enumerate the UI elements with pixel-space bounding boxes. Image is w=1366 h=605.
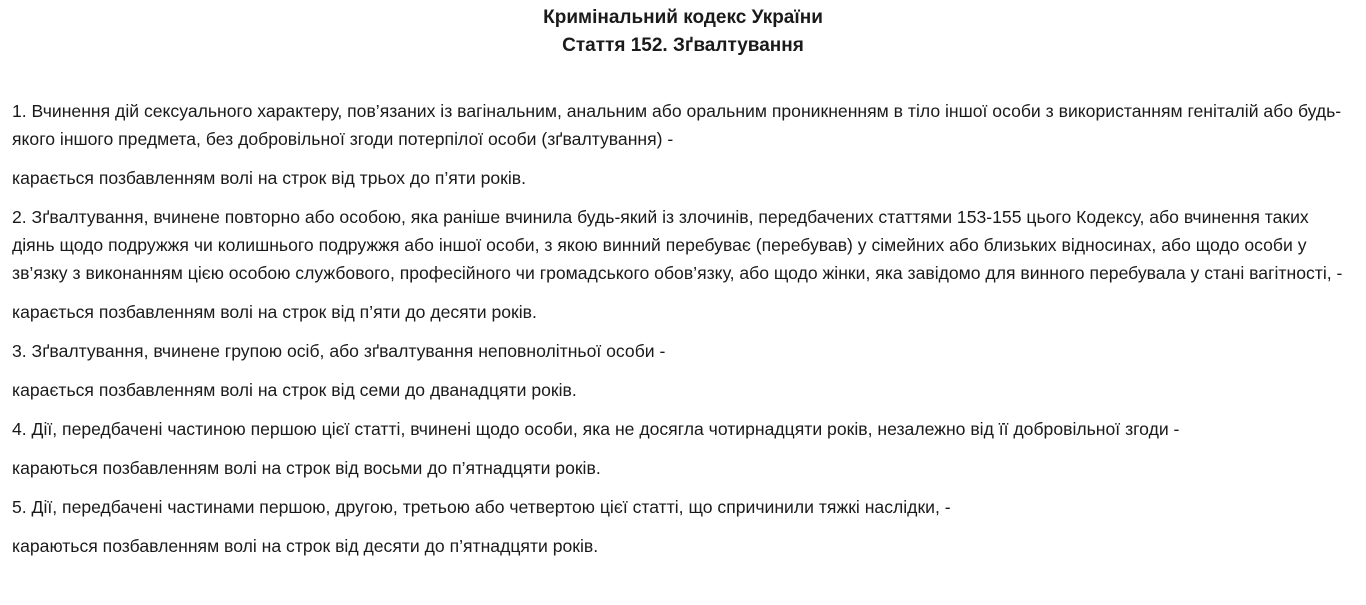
paragraph-3-penalty: карається позбавленням волі на строк від семи до дванадцяти років. — [12, 380, 577, 400]
paragraph-5-offense: 5. Дії, передбачені частинами першою, другою, третьою або четвертою цієї статті, що спричинили тяжкі наслідки, - — [12, 497, 951, 517]
paragraph-4-penalty: караються позбавленням волі на строк від восьми до п’ятнадцяти років. — [12, 458, 601, 478]
article-title: Стаття 152. Зґвалтування — [562, 35, 804, 56]
paragraph-3-offense: 3. Зґвалтування, вчинене групою осіб, або зґвалтування неповнолітньої особи - — [12, 341, 666, 361]
paragraph-2-offense: 2. Зґвалтування, вчинене повторно або особою, яка раніше вчинила будь-який із злочинів, передбачених статтями 153-155 цього Кодексу, або вчинення таких діянь щодо подружжя чи колишнього подружжя або іншої особи, з якою винний перебуває (перебував) у сімейних або близьких відносинах, або щодо особи у зв’язку з виконанням цією особою службового, професійного чи громадського обов’язку, або щодо жінки, яка завідомо для винного перебувала у стані вагітності, - — [12, 207, 1343, 283]
paragraph-1-penalty: карається позбавленням волі на строк від трьох до п’яти років. — [12, 168, 527, 188]
code-title: Кримінальний кодекс України — [543, 7, 823, 28]
paragraph-1-offense: 1. Вчинення дій сексуального характеру, пов’язаних із вагінальним, анальним або оральним проникненням в тіло іншої особи з використанням геніталій або будь-якого іншого предмета, без добровільної згоди потерпілої особи (зґвалтування) - — [12, 101, 1342, 149]
paragraph-2-penalty: карається позбавленням волі на строк від п’яти до десяти років. — [12, 302, 537, 322]
paragraph-4-offense: 4. Дії, передбачені частиною першою цієї статті, вчинені щодо особи, яка не досягла чотирнадцяти років, незалежно від її добровільної згоди - — [12, 419, 1180, 439]
paragraph-5-penalty: караються позбавленням волі на строк від десяти до п’ятнадцяти років. — [12, 536, 599, 556]
article-body — [12, 97, 1354, 560]
document-header — [12, 4, 1354, 60]
